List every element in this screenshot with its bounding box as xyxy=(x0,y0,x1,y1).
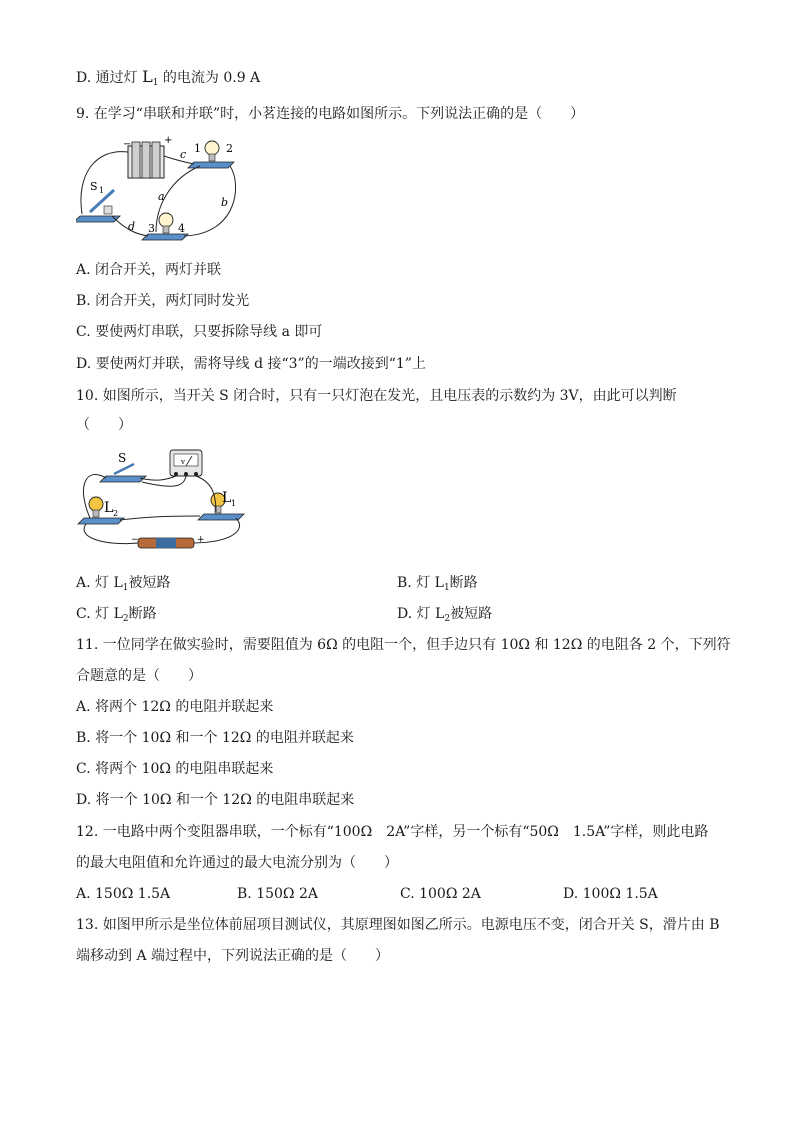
battery-minus-label: − xyxy=(123,139,132,150)
q11-stem-line2: 合题意的是（ ） xyxy=(76,668,202,684)
q12-option-a: A. 150Ω 1.5A xyxy=(76,886,171,902)
q12-stem-line2: 的最大电阻值和允许通过的最大电流分别为（ ） xyxy=(76,855,398,871)
q12-option-c: C. 100Ω 2A xyxy=(400,886,481,902)
svg-text:1: 1 xyxy=(194,142,201,155)
q13-stem-line2: 端移动到 A 端过程中，下列说法正确的是（ ） xyxy=(76,948,390,964)
svg-text:c: c xyxy=(180,148,187,161)
svg-text:a: a xyxy=(158,190,165,203)
svg-text:2: 2 xyxy=(113,509,119,518)
q11-stem-line1: 11. 一位同学在做实验时，需要阻值为 6Ω 的电阻一个，但手边只有 10Ω 和 12Ω 的电阻各 2 个，下列符 xyxy=(76,637,731,653)
q10-stem-line2: （ ） xyxy=(76,417,132,433)
q9-option-a: A. 闭合开关，两灯并联 xyxy=(76,262,222,278)
q11-option-a: A. 将两个 12Ω 的电阻并联起来 xyxy=(76,699,274,715)
q10-circuit-figure xyxy=(76,446,246,558)
svg-text:S: S xyxy=(118,451,127,465)
battery-icon xyxy=(138,538,194,548)
q12-stem-line1: 12. 一电路中两个变阻器串联，一个标有“100Ω 2A”字样，另一个标有“50Ω 1.5A”字样，则此电路 xyxy=(76,824,709,840)
q13-stem-line1: 13. 如图甲所示是坐位体前屈项目测试仪，其原理图如图乙所示。电源电压不变，闭合开关 S，滑片由 B xyxy=(76,917,720,933)
svg-text:v: v xyxy=(181,458,185,466)
battery-pack-icon xyxy=(128,142,164,178)
svg-text:S: S xyxy=(90,180,98,193)
svg-text:L: L xyxy=(222,490,232,506)
q12-option-d: D. 100Ω 1.5A xyxy=(563,886,658,902)
svg-text:1: 1 xyxy=(99,186,105,195)
q10-option-d: D. 灯 $L_2$被短路 xyxy=(397,606,493,624)
q10-stem-line1: 10. 如图所示，当开关 S 闭合时，只有一只灯泡在发光，且电压表的示数约为 3V，由此可以判断 xyxy=(76,388,677,404)
svg-text:4: 4 xyxy=(178,222,185,235)
lamp-l1-icon xyxy=(198,493,244,520)
q9-option-c: C. 要使两灯串联，只要拆除导线 a 即可 xyxy=(76,324,323,340)
svg-text:+: + xyxy=(197,535,205,545)
voltmeter-icon xyxy=(170,450,202,476)
q10-option-c: C. 灯 $L_2$断路 xyxy=(76,606,157,624)
switch-s-icon xyxy=(100,464,146,482)
q9-option-d: D. 要使两灯并联，需将导线 d 接“3”的一端改接到“1”上 xyxy=(76,356,426,372)
q10-option-a: A. 灯 $L_1$被短路 xyxy=(76,575,171,593)
q9-stem: 9. 在学习“串联和并联”时，小茗连接的电路如图所示。下列说法正确的是（ ） xyxy=(76,106,585,122)
battery-plus-label: + xyxy=(164,135,173,146)
q9-option-b: B. 闭合开关，两灯同时发光 xyxy=(76,293,250,309)
q11-option-b: B. 将一个 10Ω 和一个 12Ω 的电阻并联起来 xyxy=(76,730,354,746)
svg-text:b: b xyxy=(221,196,229,209)
q12-option-b: B. 150Ω 2A xyxy=(237,886,318,902)
q9-circuit-figure xyxy=(76,134,246,246)
svg-text:2: 2 xyxy=(226,142,233,155)
q8-option-d: D. 通过灯 $L_1$ 的电流为 0.9 A xyxy=(76,67,261,88)
svg-text:1: 1 xyxy=(231,499,237,508)
q11-option-d: D. 将一个 10Ω 和一个 12Ω 的电阻串联起来 xyxy=(76,792,355,808)
svg-text:3: 3 xyxy=(148,222,155,235)
q10-option-b: B. 灯 $L_1$断路 xyxy=(397,575,478,593)
q11-option-c: C. 将两个 10Ω 的电阻串联起来 xyxy=(76,761,274,777)
svg-text:−: − xyxy=(131,535,139,545)
svg-text:L: L xyxy=(104,500,114,516)
svg-text:d: d xyxy=(128,220,136,233)
